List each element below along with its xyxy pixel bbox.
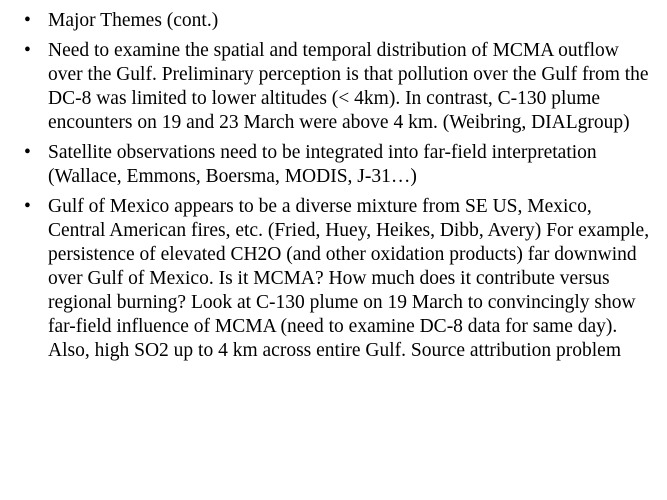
bullet-icon: • [24,40,31,61]
bullet-item-spatial-distribution [20,39,650,135]
bullet-list [20,9,650,369]
bullet-text: Gulf of Mexico appears to be a diverse mixture from SE US, Mexico, Central American fires, etc. (Fried, Huey, Heikes, Dibb, Avery) For example, persistence of elevated CH2O (and other oxidation products) far downwind over Gulf of Mexico. Is it MCMA? How much does it contribute versus regional burning? Look at C-130 plume on 19 March to convincingly show far-field influence of MCMA (need to examine DC-8 data for same day). Also, high SO2 up to 4 km across entire Gulf. Source attribution problem [48,196,650,361]
bullet-item-major-themes [20,9,650,33]
bullet-text: Major Themes (cont.) [48,10,219,31]
bullet-item-satellite-observations [20,141,650,189]
bullet-icon: • [24,196,31,217]
bullet-icon: • [24,142,31,163]
bullet-item-gulf-mixture [20,195,650,363]
bullet-text: Need to examine the spatial and temporal distribution of MCMA outflow over the Gulf. Preliminary perception is that pollution over the Gulf from the DC-8 was limited to lower altitudes (< 4km). In contrast, C-130 plume encounters on 19 and 23 March were above 4 km. (Weibring, DIALgroup) [48,40,649,133]
bullet-text: Satellite observations need to be integrated into far-field interpretation (Wallace, Emmons, Boersma, MODIS, J-31…) [48,142,597,187]
bullet-icon: • [24,10,31,31]
